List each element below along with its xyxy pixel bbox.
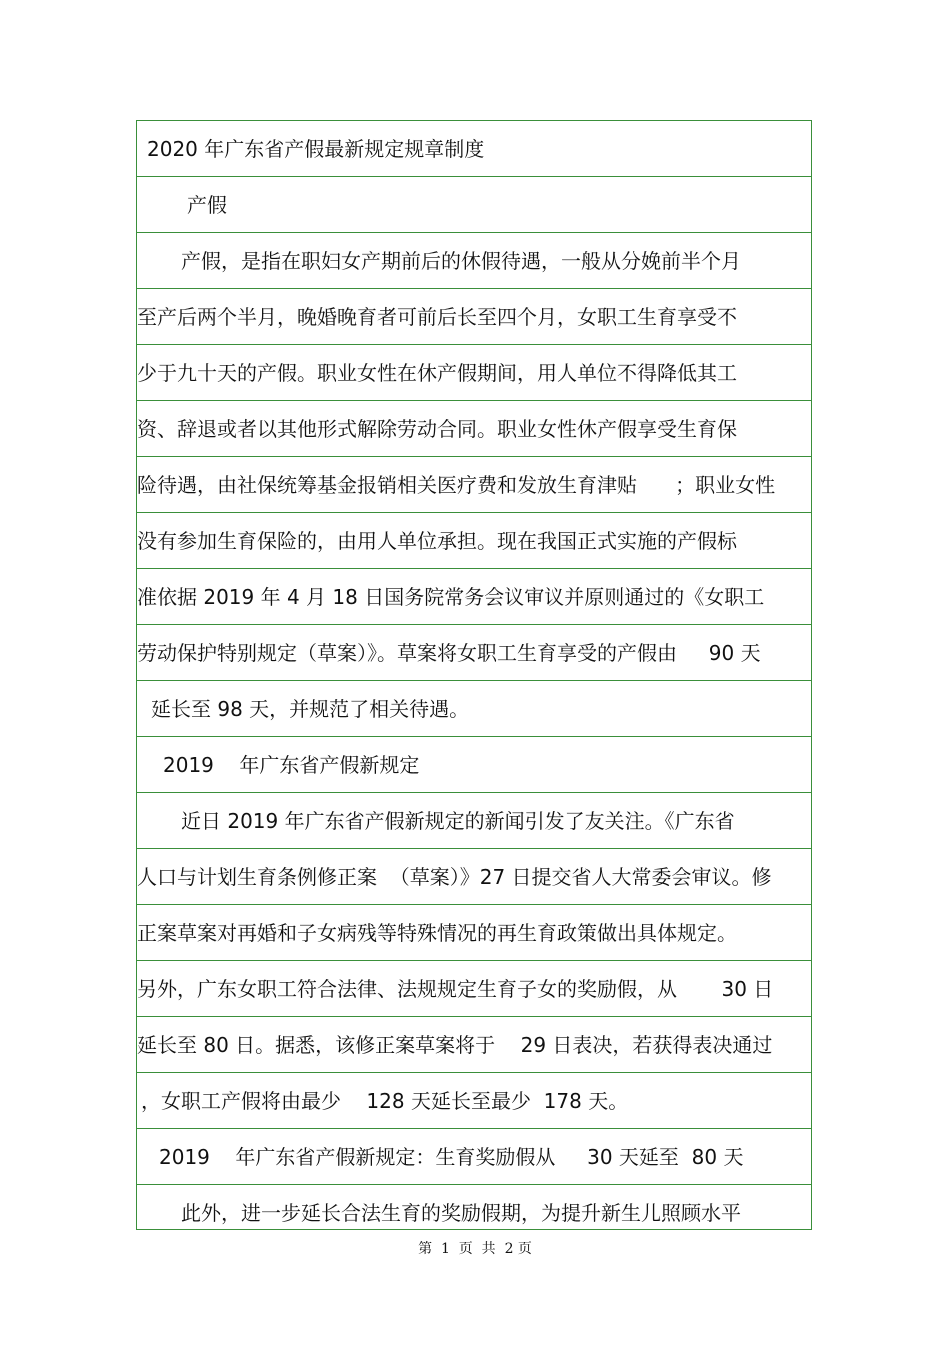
body-line: 劳动保护特别规定（草案）》。草案将女职工生育享受的产假由 90 天 (137, 625, 811, 681)
page-number: 第 1 页 共 2 页 (418, 1241, 532, 1257)
body-line: 此外，进一步延长合法生育的奖励假期，为提升新生儿照顾水平 (181, 1201, 741, 1225)
section-heading: 2019 年广东省产假新规定 (137, 737, 811, 793)
body-line: 延长至 80 日。据悉，该修正案草案将于 29 日表决，若获得表决通过 (137, 1017, 811, 1073)
body-line: 产假，是指在职妇女产期前后的休假待遇，一般从分娩前半个月 (137, 233, 811, 289)
body-line: 至产后两个半月，晚婚晚育者可前后长至四个月，女职工生育享受不 (137, 289, 811, 345)
body-line: 准依据 2019 年 4 月 18 日国务院常务会议审议并原则通过的《女职工 (137, 569, 811, 625)
body-line: 险待遇，由社保统筹基金报销相关医疗费和发放生育津贴 ；职业女性 (137, 457, 811, 513)
body-line: 资、辞退或者以其他形式解除劳动合同。职业女性休产假享受生育保 (137, 401, 811, 457)
document-title: 2020 年广东省产假最新规定规章制度 (137, 121, 811, 177)
body-line: 少于九十天的产假。职业女性在休产假期间，用人单位不得降低其工 (137, 345, 811, 401)
body-line: 正案草案对再婚和子女病残等特殊情况的再生育政策做出具体规定。 (137, 905, 811, 961)
body-line: 延长至 98 天，并规范了相关待遇。 (137, 681, 811, 737)
body-line: ，女职工产假将由最少 128 天延长至最少 178 天。 (137, 1073, 811, 1129)
section-heading: 产假 (137, 177, 811, 233)
body-line: 人口与计划生育条例修正案 （草案）》27 日提交省人大常委会审议。修 (137, 849, 811, 905)
body-line: 另外，广东女职工符合法律、法规规定生育子女的奖励假，从 30 日 (137, 961, 811, 1017)
section-heading: 2019 年广东省产假新规定：生育奖励假从 30 天延至 80 天 (137, 1129, 811, 1185)
body-line: 近日 2019 年广东省产假新规定的新闻引发了友关注。《广东省 (137, 793, 811, 849)
document-frame (136, 120, 812, 1230)
body-line: 没有参加生育保险的，由用人单位承担。现在我国正式实施的产假标 (137, 513, 811, 569)
